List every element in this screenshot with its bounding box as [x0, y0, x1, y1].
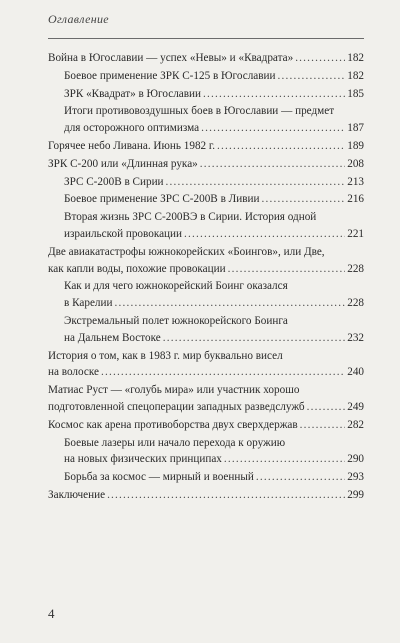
toc-chapter-entry: [48, 244, 364, 278]
dot-leader: [201, 120, 345, 137]
toc-section-entry: [48, 469, 364, 486]
toc-page-number: 213: [347, 175, 364, 188]
dot-leader: [256, 469, 345, 486]
toc-entry-title: подготовленной спецоперации западных разведслужб: [48, 400, 305, 413]
toc-entry-title: ЗРК «Квадрат» в Югославии: [64, 87, 202, 100]
toc-section-entry: [48, 191, 364, 208]
toc-chapter-entry: [48, 417, 364, 434]
toc-chapter-entry: [48, 138, 364, 155]
dot-leader: [278, 68, 346, 85]
toc-section-entry: [48, 174, 364, 191]
toc-page-number: 293: [347, 471, 364, 484]
toc-chapter-entry: [48, 348, 364, 382]
toc-entry-title: Космос как арена противоборства двух сверхдержав: [48, 418, 298, 431]
toc-entry-title: Боевое применение ЗРС С-200В в Ливии: [64, 193, 260, 206]
toc-chapter-entry: [48, 156, 364, 173]
toc-entry-title: на новых физических принципах: [64, 453, 222, 466]
toc-page-number: 228: [347, 262, 364, 275]
toc-entry-line: [48, 156, 364, 173]
table-of-contents: [48, 50, 364, 505]
toc-entry-line: [48, 417, 364, 434]
toc-page-number: 228: [347, 297, 364, 310]
toc-entry-title: Война в Югославии — успех «Невы» и «Квадрата»: [48, 52, 294, 64]
toc-page-number: 221: [347, 227, 364, 240]
toc-entry-line: [64, 451, 364, 468]
toc-entry-line: [48, 50, 364, 67]
toc-page-number: 290: [347, 453, 364, 466]
toc-entry-line: [64, 226, 364, 243]
toc-entry-title: как капли воды, похожие провокации: [48, 262, 226, 275]
toc-page-number: 240: [347, 366, 364, 379]
toc-entry-line: [48, 261, 364, 278]
toc-entry-title: Как и для чего южнокорейский Боинг оказался: [64, 280, 288, 293]
toc-page-number: 185: [347, 87, 364, 100]
page-number: 4: [48, 606, 55, 621]
toc-chapter-entry: [48, 487, 364, 504]
dot-leader: [224, 451, 345, 468]
toc-entry-title: Боевые лазеры или начало перехода к оружию: [64, 436, 286, 449]
toc-section-entry: [48, 313, 364, 347]
toc-section-entry: [48, 278, 364, 312]
toc-entry-line: [64, 469, 364, 486]
dot-leader: [101, 364, 345, 381]
toc-entry-title: на волоске: [48, 366, 99, 379]
toc-section-entry: [48, 103, 364, 137]
dot-leader: [203, 86, 345, 103]
toc-entry-title: в Карелии: [64, 297, 113, 310]
dot-leader: [107, 487, 345, 504]
toc-page-number: 182: [347, 52, 364, 64]
toc-page-number: 182: [347, 69, 364, 82]
toc-entry-title: на Дальнем Востоке: [64, 331, 161, 344]
toc-entry-line: [64, 191, 364, 208]
running-header: [48, 0, 364, 39]
toc-entry-line: [64, 68, 364, 85]
toc-page-number: 282: [347, 418, 364, 431]
header-title: Оглавление: [48, 12, 109, 26]
dot-leader: [200, 156, 345, 173]
toc-entry-title: Две авиакатастрофы южнокорейских «Боингов», или Две,: [48, 245, 325, 258]
toc-entry-title: Горячее небо Ливана. Июнь 1982 г.: [48, 139, 216, 152]
toc-entry-line: [64, 86, 364, 103]
dot-leader: [217, 138, 345, 155]
dot-leader: [307, 399, 346, 416]
toc-entry-title: Экстремальный полет южнокорейского Боинга: [64, 314, 288, 327]
toc-entry-line: [48, 487, 364, 504]
toc-page-number: 189: [347, 139, 364, 152]
toc-section-entry: [48, 435, 364, 469]
toc-entry-title: Итоги противовоздушных боев в Югославии — предмет: [64, 105, 335, 118]
toc-entry-title: Заключение: [48, 488, 106, 501]
dot-leader: [300, 417, 346, 434]
toc-entry-line: [64, 174, 364, 191]
toc-entry-title: Вторая жизнь ЗРС С-200ВЭ в Сирии. История одной: [64, 211, 317, 224]
toc-page-number: 208: [347, 157, 364, 170]
toc-page-number: 187: [347, 122, 364, 135]
toc-page-number: 249: [347, 400, 364, 413]
toc-entry-line: [64, 120, 364, 137]
toc-entry-title: История о том, как в 1983 г. мир буквально висел: [48, 349, 283, 362]
dot-leader: [184, 226, 345, 243]
toc-entry-title: израильской провокации: [64, 227, 183, 240]
toc-page-number: 232: [347, 331, 364, 344]
toc-entry-line: [48, 399, 364, 416]
toc-entry-title: для осторожного оптимизма: [64, 122, 200, 135]
dot-leader: [295, 50, 345, 67]
toc-section-entry: [48, 68, 364, 85]
dot-leader: [163, 330, 346, 347]
toc-entry-line: [64, 330, 364, 347]
toc-entry-title: Боевое применение ЗРК С-125 в Югославии: [64, 69, 276, 82]
toc-chapter-entry: [48, 50, 364, 67]
toc-entry-line: [64, 295, 364, 312]
dot-leader: [228, 261, 346, 278]
toc-entry-title: Матиас Руст — «голубь мира» или участник хорошо: [48, 384, 300, 397]
toc-section-entry: [48, 86, 364, 103]
toc-chapter-entry: [48, 382, 364, 416]
toc-entry-line: [48, 138, 364, 155]
toc-page-number: 299: [347, 488, 364, 501]
toc-entry-line: [48, 364, 364, 381]
dot-leader: [114, 295, 345, 312]
toc-entry-title: Борьба за космос — мирный и военный: [64, 471, 254, 484]
dot-leader: [261, 191, 345, 208]
dot-leader: [166, 174, 346, 191]
toc-section-entry: [48, 209, 364, 243]
toc-entry-title: ЗРК С-200 или «Длинная рука»: [48, 157, 198, 170]
toc-page-number: 216: [347, 193, 364, 206]
toc-entry-title: ЗРС С-200В в Сирии: [64, 175, 164, 188]
